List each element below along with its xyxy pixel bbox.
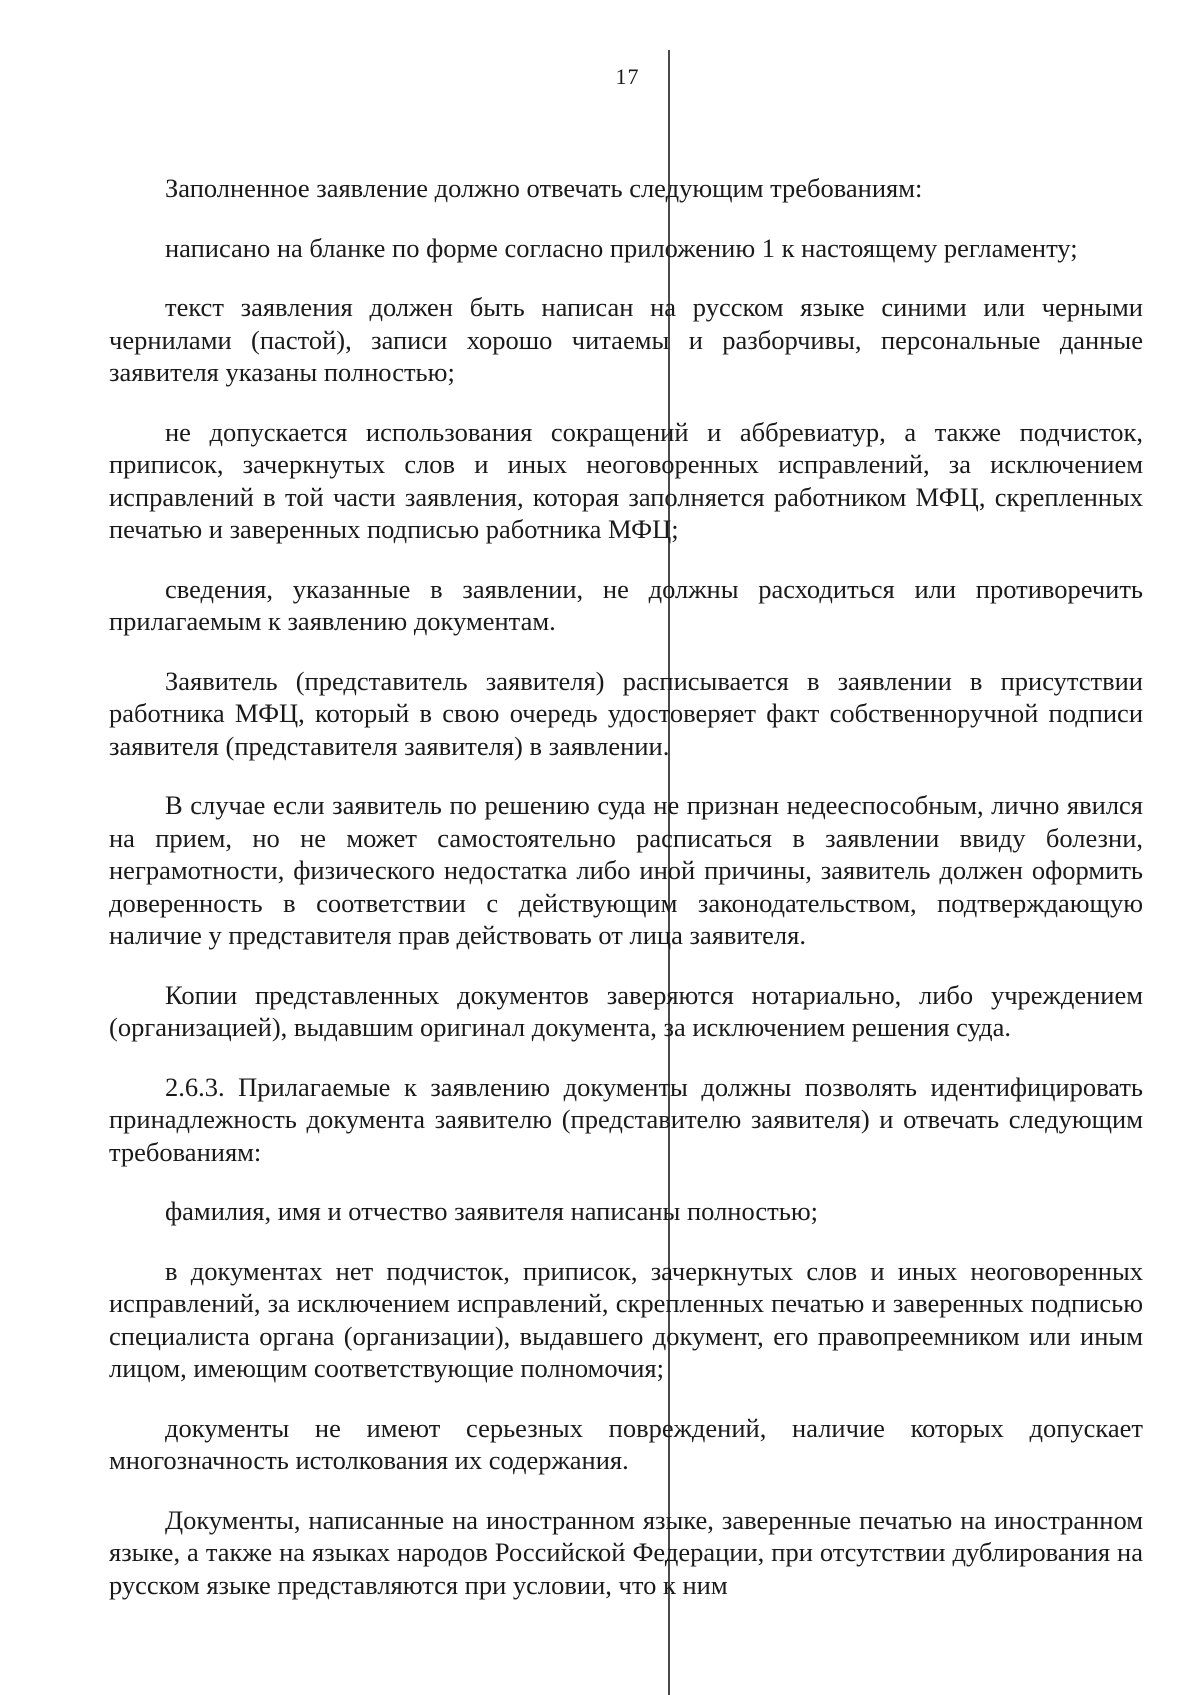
document-body bbox=[109, 172, 1143, 1625]
paragraph: Копии представленных документов заверяются нотариально, либо учреждением (организацией), выдавшим оригинал документа, за исключением решения суда. bbox=[109, 979, 1143, 1042]
paragraph: не допускается использования сокращений и аббревиатур, а также подчисток, приписок, зачеркнутых слов и иных неоговоренных исправлений, за исключением исправлений в той части заявления, которая заполняется работником МФЦ, скрепленных печатью и заверенных подписью работника МФЦ; bbox=[109, 416, 1143, 544]
paragraph: текст заявления должен быть написан на русском языке синими или черными чернилами (пастой), записи хорошо читаемы и разборчивы, персональные данные заявителя указаны полностью; bbox=[109, 292, 1143, 387]
paragraph: в документах нет подчисток, приписок, зачеркнутых слов и иных неоговоренных исправлений, за исключением исправлений, скрепленных печатью и заверенных подписью специалиста органа (организации), выдавшего документ, его правопреемником или иным лицом, имеющим соответствующие полномочия; bbox=[109, 1255, 1143, 1383]
paragraph: Документы, написанные на иностранном языке, заверенные печатью на иностранном языке, а также на языках народов Российской Федерации, при отсутствии дублирования на русском языке представляются при условии, что к ним bbox=[109, 1504, 1143, 1600]
paragraph: Заявитель (представитель заявителя) расписывается в заявлении в присутствии работника МФЦ, который в свою очередь удостоверяет факт собственноручной подписи заявителя (представителя заявителя) в заявлении. bbox=[109, 665, 1143, 761]
paragraph: Заполненное заявление должно отвечать следующим требованиям: bbox=[165, 173, 923, 203]
paragraph: написано на бланке по форме согласно приложению 1 к настоящему регламенту; bbox=[165, 232, 1078, 263]
paragraph: В случае если заявитель по решению суда не признан недееспособным, лично явился на прием, но не может самостоятельно расписаться в заявлении ввиду болезни, неграмотности, физического недостатка либо иной причины, заявитель должен оформить доверенность в соответствии с действующим законодательством, подтверждающую наличие у представителя прав действовать от лица заявителя. bbox=[109, 790, 1143, 950]
paragraph: фамилия, имя и отчество заявителя написаны полностью; bbox=[165, 1196, 818, 1226]
paragraph: документы не имеют серьезных повреждений, наличие которых допускает многозначность истолкования их содержания. bbox=[109, 1412, 1143, 1475]
page-number: 17 bbox=[615, 64, 640, 89]
paragraph: сведения, указанные в заявлении, не должны расходиться или противоречить прилагаемым к заявлению документам. bbox=[109, 573, 1143, 636]
paragraph-section-2-6-3: 2.6.3. Прилагаемые к заявлению документы должны позволять идентифицировать принадлежность документа заявителю (представителю заявителя) и отвечать следующим требованиям: bbox=[109, 1071, 1143, 1167]
